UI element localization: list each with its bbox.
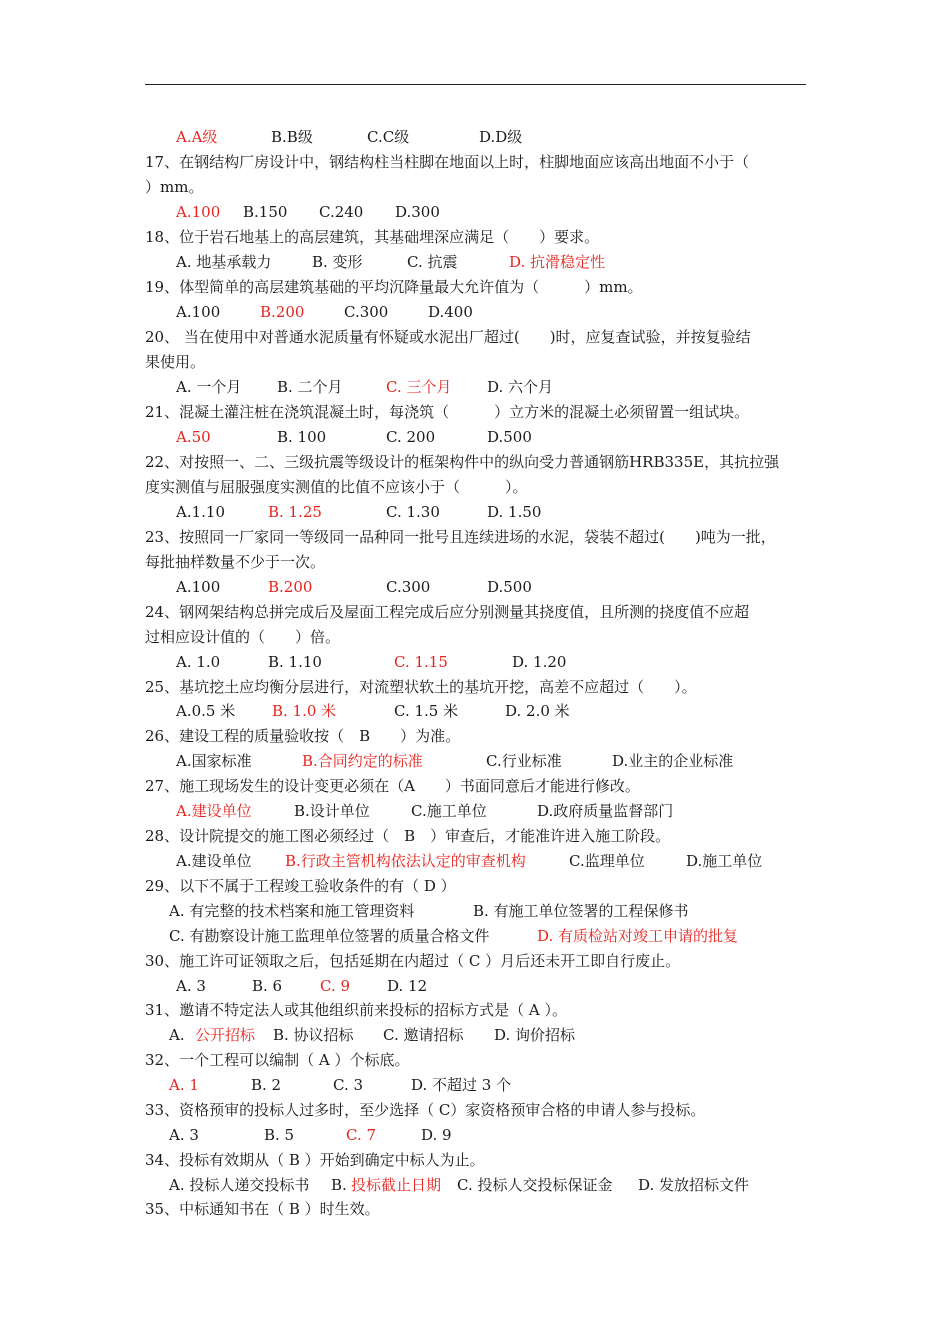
options-line — [169, 1174, 749, 1196]
question-31: 31、邀请不特定法人或其他组织前来投标的招标方式是（ A ）。 — [145, 1001, 567, 1019]
question-20: 20、 当在使用中对普通水泥质量有怀疑或水泥出厂超过( )时，应复查试验，并按复验结 — [145, 328, 751, 346]
option: D. 2.0 米 — [505, 702, 570, 720]
question-28: 28、设计院提交的施工图必须经过（ B ）审查后，才能准许进入施工阶段。 — [145, 827, 671, 845]
option: C. 邀请招标 — [383, 1026, 464, 1044]
option: A. 3 — [176, 977, 206, 995]
option: C. 有勘察设计施工监理单位签署的质量合格文件 — [169, 927, 490, 945]
option: C.施工单位 — [411, 802, 487, 820]
option-answer: 公开招标 — [195, 1026, 256, 1044]
question-17: 17、在钢结构厂房设计中，钢结构柱当柱脚在地面以上时，柱脚地面应该高出地面不小于（ — [145, 153, 750, 171]
question-24-cont: 过相应设计值的（ ）倍。 — [145, 628, 341, 646]
option-answer: C. 三个月 — [386, 378, 452, 396]
question-18: 18、位于岩石地基上的高层建筑，其基础埋深应满足（ ）要求。 — [145, 228, 600, 246]
question-24: 24、钢网架结构总拼完成后及屋面工程完成后应分别测量其挠度值，且所测的挠度值不应超 — [145, 603, 750, 621]
options-line — [169, 1074, 511, 1096]
options-line — [176, 700, 570, 722]
question-20-cont: 果使用。 — [145, 353, 206, 371]
option-answer: A. 1 — [169, 1076, 199, 1094]
option-answer: C. 7 — [346, 1126, 377, 1144]
option: D. 六个月 — [487, 378, 554, 396]
option-answer: A.A级 — [176, 128, 218, 146]
question-21: 21、混凝土灌注桩在浇筑混凝土时，每浇筑（ ）立方米的混凝土必须留置一组试块。 — [145, 403, 750, 421]
question-35: 35、中标通知书在（ B ）时生效。 — [145, 1200, 380, 1218]
option: B. 变形 — [312, 253, 363, 271]
option: D.政府质量监督部门 — [537, 802, 674, 820]
option: C.行业标准 — [486, 752, 562, 770]
option-answer: B.行政主管机构依法认定的审查机构 — [285, 852, 526, 870]
option: D. 不超过 3 个 — [411, 1076, 512, 1094]
question-17-cont: ）mm。 — [145, 178, 204, 196]
options-line — [176, 750, 733, 772]
question-23-cont: 每批抽样数量不少于一次。 — [145, 553, 326, 571]
option: D.300 — [395, 203, 440, 221]
option: B. — [331, 1176, 347, 1194]
option: D.D级 — [479, 128, 523, 146]
option: B. 5 — [264, 1126, 295, 1144]
options-line — [176, 850, 762, 872]
option: C. 抗震 — [407, 253, 458, 271]
question-29: 29、以下不属于工程竣工验收条件的有（ D ） — [145, 877, 456, 895]
option: A. 地基承载力 — [176, 253, 272, 271]
option: C.300 — [386, 578, 431, 596]
option: B. 100 — [277, 428, 327, 446]
options-line — [169, 925, 738, 947]
option: D. 12 — [387, 977, 428, 995]
option: C.C级 — [367, 128, 410, 146]
options-line — [176, 426, 532, 448]
options-line — [176, 975, 427, 997]
option: B.150 — [243, 203, 288, 221]
options-line — [169, 900, 689, 922]
question-25: 25、基坑挖土应均衡分层进行，对流塑状软土的基坑开挖，高差不应超过（ ）。 — [145, 678, 697, 696]
option: D. 发放招标文件 — [638, 1176, 750, 1194]
question-32: 32、一个工程可以编制（ A ）个标底。 — [145, 1051, 410, 1069]
question-19: 19、体型简单的高层建筑基础的平均沉降量最大允许值为（ ）mm。 — [145, 278, 643, 296]
option: B. 2 — [251, 1076, 282, 1094]
option: A. — [169, 1026, 185, 1044]
option: A.建设单位 — [176, 852, 252, 870]
option-answer: D. 抗滑稳定性 — [509, 253, 606, 271]
options-line — [176, 126, 522, 148]
option: A. 1.0 — [176, 653, 221, 671]
option: A. 3 — [169, 1126, 199, 1144]
question-34: 34、投标有效期从（ B ）开始到确定中标人为止。 — [145, 1151, 485, 1169]
option: A.国家标准 — [176, 752, 252, 770]
option: B. 6 — [252, 977, 283, 995]
option: C. 3 — [333, 1076, 364, 1094]
question-22-cont: 度实测值与屈服强度实测值的比值不应该小于（ ）。 — [145, 478, 528, 496]
option: D.业主的企业标准 — [612, 752, 734, 770]
option: D.施工单位 — [686, 852, 763, 870]
option: C. 200 — [386, 428, 436, 446]
option: D. 9 — [421, 1126, 452, 1144]
option: A. 投标人递交投标书 — [169, 1176, 310, 1194]
options-line — [176, 501, 541, 523]
options-line — [176, 301, 473, 323]
options-line — [176, 651, 566, 673]
options-line — [176, 251, 605, 273]
option: B. 1.10 — [268, 653, 322, 671]
options-line — [169, 1024, 575, 1046]
options-line — [176, 576, 532, 598]
option-answer: A.100 — [176, 203, 221, 221]
option: A. 有完整的技术档案和施工管理资料 — [169, 902, 415, 920]
option-answer: B.合同约定的标准 — [302, 752, 423, 770]
option-answer: B.200 — [268, 578, 313, 596]
option: C. 投标人交投标保证金 — [457, 1176, 613, 1194]
option: A.100 — [176, 303, 221, 321]
question-23: 23、按照同一厂家同一等级同一品种同一批号且连续进场的水泥，袋装不超过( )吨为一批， — [145, 528, 776, 546]
option: C.240 — [319, 203, 364, 221]
option: D. 询价招标 — [494, 1026, 576, 1044]
options-line — [169, 1124, 452, 1146]
options-line — [176, 201, 440, 223]
option: C.300 — [344, 303, 389, 321]
options-line — [176, 800, 673, 822]
option: B. 协议招标 — [273, 1026, 354, 1044]
question-27: 27、施工现场发生的设计变更必须在（A ）书面同意后才能进行修改。 — [145, 777, 640, 795]
option-answer: B.200 — [260, 303, 305, 321]
option: B.B级 — [271, 128, 313, 146]
option-answer: A.50 — [176, 428, 211, 446]
options-line — [176, 376, 553, 398]
option: D.500 — [487, 578, 532, 596]
option: D. 1.20 — [512, 653, 567, 671]
option: C.监理单位 — [569, 852, 645, 870]
option: A. 一个月 — [176, 378, 242, 396]
option-answer: C. 9 — [320, 977, 351, 995]
option-answer: C. 1.15 — [394, 653, 448, 671]
question-22: 22、对按照一、二、三级抗震等级设计的框架构件中的纵向受力普通钢筋HRB335E，其抗拉强 — [145, 453, 780, 471]
option-answer: 投标截止日期 — [351, 1176, 442, 1194]
option: B. 有施工单位签署的工程保修书 — [473, 902, 689, 920]
option: A.1.10 — [176, 503, 225, 521]
option-answer: D. 有质检站对竣工申请的批复 — [537, 927, 739, 945]
option-answer: B. 1.0 米 — [272, 702, 337, 720]
option: C. 1.5 米 — [394, 702, 459, 720]
option: C. 1.30 — [386, 503, 440, 521]
option: B. 二个月 — [277, 378, 343, 396]
option: D. 1.50 — [487, 503, 542, 521]
option-answer: A.建设单位 — [176, 802, 252, 820]
option: A.0.5 米 — [176, 702, 236, 720]
question-33: 33、资格预审的投标人过多时，至少选择（ C）家资格预审合格的申请人参与投标。 — [145, 1101, 706, 1119]
option: D.400 — [428, 303, 473, 321]
question-26: 26、建设工程的质量验收按（ B ）为准。 — [145, 727, 461, 745]
option: A.100 — [176, 578, 221, 596]
option: B.设计单位 — [294, 802, 370, 820]
question-30: 30、施工许可证领取之后，包括延期在内超过（ C ）月后还未开工即自行废止。 — [145, 952, 681, 970]
option: D.500 — [487, 428, 532, 446]
header-rule — [145, 84, 806, 85]
option-answer: B. 1.25 — [268, 503, 322, 521]
